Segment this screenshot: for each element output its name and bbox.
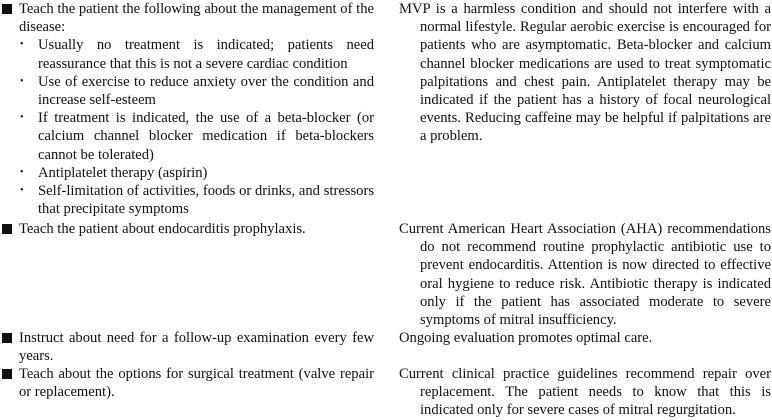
bullet-icon: • — [20, 39, 24, 51]
intervention-text: Teach the patient about endocarditis prophylaxis. — [19, 221, 306, 237]
bullet-icon: • — [20, 185, 24, 197]
subpoint-text: If treatment is indicated, the use of a beta-blocker (or calcium channel blocker medication if beta-blockers cannot be tolerated) — [38, 110, 374, 163]
square-bullet-icon — [2, 224, 12, 234]
rationale-text: MVP is a harmless condition and should not interfere with a normal lifestyle. Regular aerobic exercise is encouraged for patients who are asymptomatic. Beta-blocker and calcium channel blocker medications are used to treat symptomatic palpitations and chest pain. Antiplatelet therapy may be indicated if the patient has a history of focal neurological events. Reducing caffeine may be helpful if palpitations are a problem. — [399, 1, 771, 145]
square-bullet-icon — [2, 369, 12, 379]
list-item — [0, 73, 374, 109]
intervention-cell — [0, 0, 374, 218]
intervention-text: Teach the patient the following about the management of the disease: — [19, 1, 374, 36]
subpoint-text: Self-limitation of activities, foods or drinks, and stressors that precipitate symptoms — [38, 183, 374, 218]
intervention-item — [0, 220, 374, 238]
intervention-text: Instruct about need for a follow-up examination every few years. — [19, 330, 374, 365]
subpoint-text: Usually no treatment is indicated; patients need reassurance that this is not a severe cardiac condition — [38, 37, 374, 72]
square-bullet-icon — [2, 4, 12, 14]
list-item — [0, 182, 374, 218]
list-item — [0, 109, 374, 164]
rationale-cell — [399, 0, 771, 146]
bullet-icon: • — [20, 166, 24, 178]
intervention-text: Teach about the options for surgical treatment (valve repair or replacement). — [19, 366, 374, 401]
intervention-item — [0, 0, 374, 36]
intervention-cell — [0, 220, 374, 238]
subpoint-list — [0, 36, 374, 218]
list-item — [0, 36, 374, 72]
rationale-cell — [399, 220, 771, 329]
rationale-text: Ongoing evaluation promotes optimal care. — [399, 330, 653, 346]
rationale-cell — [399, 365, 771, 420]
bullet-icon: • — [20, 75, 24, 87]
rationale-text: Current American Heart Association (AHA) recommendations do not recommend routine prophylactic antibiotic use to prevent endocarditis. Attention is now directed to effective oral hygiene to reduce risk. Antibiotic therapy is indicated only if the patient has associated moderate to severe symptoms of mitral insufficiency. — [399, 221, 771, 329]
list-item — [0, 164, 374, 182]
square-bullet-icon — [2, 333, 12, 343]
rationale-text: Current clinical practice guidelines recommend repair over replacement. The patient needs to know that this is indicated only for severe cases of mitral regurgitation. — [399, 366, 771, 419]
intervention-item — [0, 365, 374, 401]
intervention-item — [0, 329, 374, 365]
intervention-cell — [0, 329, 374, 365]
bullet-icon: • — [20, 112, 24, 124]
subpoint-text: Use of exercise to reduce anxiety over the condition and increase self-esteem — [38, 73, 374, 109]
rationale-cell — [399, 329, 771, 347]
intervention-cell — [0, 365, 374, 401]
subpoint-text: Antiplatelet therapy (aspirin) — [38, 164, 208, 181]
